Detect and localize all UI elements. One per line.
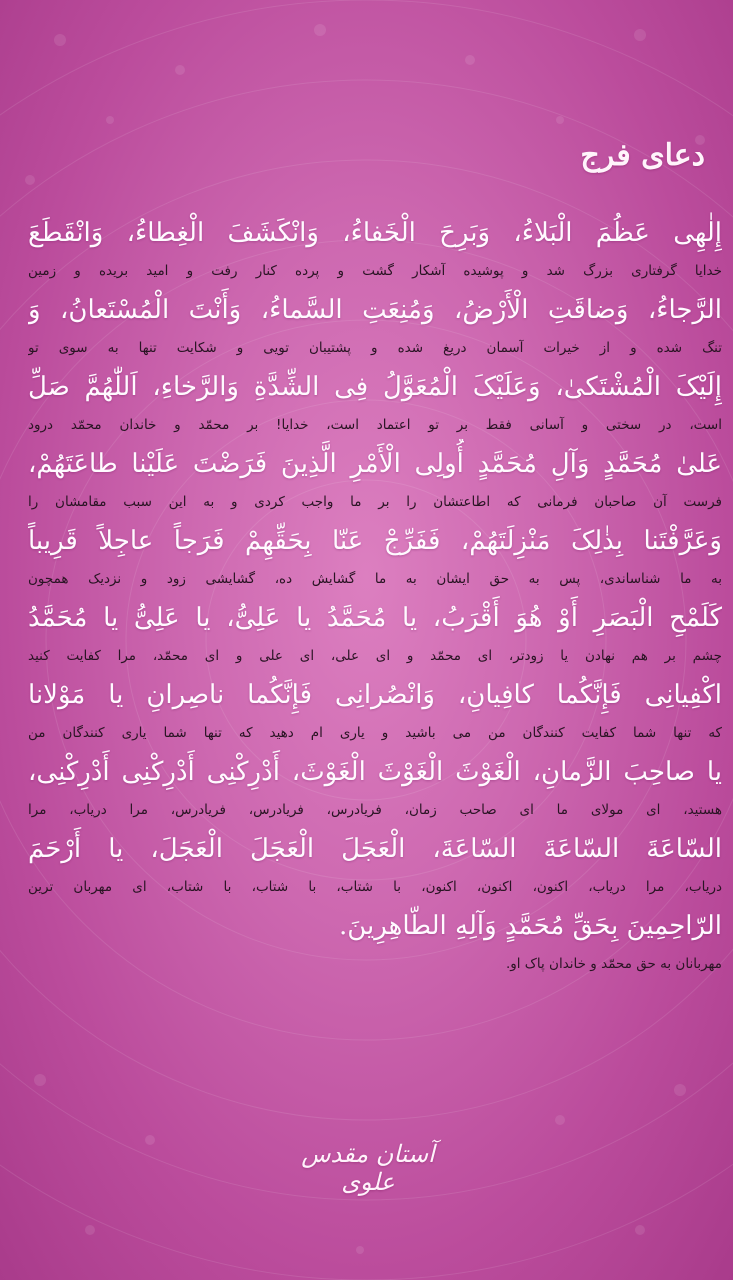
shrine-logo: آستان مقدس علوی xyxy=(301,1140,435,1196)
persian-translation-line: چشم بر هم نهادن یا زودتر، ای محمّد و ای علی، ای علی و ای محمّد، مرا کفایت کنید xyxy=(28,648,722,664)
persian-translation-line: که تنها شما کفایت کنندگان من می باشید و یاری ام دهید که تنها شما یاری کنندگان من xyxy=(28,725,722,741)
arabic-line: وَعَرَّفْتَنا بِذٰلِکَ مَنْزِلَتَهُمْ، فَفَرِّجْ عَنّا بِحَقِّهِمْ فَرَجاً عاجِلاً قَرِیباً xyxy=(28,526,722,556)
persian-translation-line: به ما شناساندی، پس به حق ایشان به ما گشایش ده، گشایشی زود و نزدیک همچون xyxy=(28,571,722,587)
persian-translation-line: هستید، ای مولای ما ای صاحب زمان، فریادرس، فریادرس، فریادرس، مرا دریاب، مرا xyxy=(28,802,722,818)
arabic-line: اکْفِیانِی فَإِنَّکُما کافِیانِ، وَانْصُرانِی فَإِنَّکُما ناصِرانِ یا مَوْلانا xyxy=(28,680,722,710)
prayer-text xyxy=(28,208,722,978)
arabic-line: کَلَمْحِ الْبَصَرِ أَوْ هُوَ أَقْرَبُ، یا مُحَمَّدُ یا عَلِیُّ، یا عَلِیُّ یا مُحَمَّدُ xyxy=(28,603,722,633)
arabic-line: الرَّجاءُ، وَضاقَتِ الْأَرْضُ، وَمُنِعَتِ السَّماءُ، وَأَنْتَ الْمُسْتَعانُ، وَ xyxy=(28,295,722,325)
arabic-line: یا صاحِبَ الزَّمانِ، الْغَوْثَ الْغَوْثَ الْغَوْثَ، أَدْرِکْنِی أَدْرِکْنِی أَدْرِکْنِی، xyxy=(28,757,722,787)
arabic-line: السّاعَةَ السّاعَةَ السّاعَةَ، الْعَجَلَ الْعَجَلَ الْعَجَلَ، یا أَرْحَمَ xyxy=(28,834,722,864)
persian-translation-line: است، در سختی و آسانی فقط بر تو اعتماد است، خدایا! بر محمّد و خاندان محمّد درود xyxy=(28,417,722,433)
persian-translation-line: دریاب، مرا دریاب، اکنون، اکنون، اکنون، با شتاب، با شتاب، با شتاب، ای مهربان ترین xyxy=(28,879,722,895)
arabic-line: إِلَیْکَ الْمُشْتَکیٰ، وَعَلَیْکَ الْمُعَوَّلُ فِی الشِّدَّةِ وَالرَّخاءِ، اَللّٰهُمَّ صَلِّ xyxy=(28,372,722,402)
persian-translation-line: خدایا گرفتاری بزرگ شد و پوشیده آشکار گشت و پرده کنار رفت و امید بریده و زمین xyxy=(28,263,722,279)
arabic-line: عَلیٰ مُحَمَّدٍ وَآلِ مُحَمَّدٍ أُولِی الْأَمْرِ الَّذِینَ فَرَضْتَ عَلَیْنا طاعَتَهُمْ، xyxy=(28,449,722,479)
arabic-line: إِلٰهِی عَظُمَ الْبَلاءُ، وَبَرِحَ الْخَفاءُ، وَانْکَشَفَ الْغِطاءُ، وَانْقَطَعَ xyxy=(28,218,722,248)
persian-translation-line: مهربانان به حق محمّد و خاندان پاک او. xyxy=(505,956,722,972)
arabic-line: الرّاحِمِینَ بِحَقِّ مُحَمَّدٍ وَآلِهِ الطّاهِرِینَ. xyxy=(339,911,722,941)
persian-translation-line: تنگ شده و از خیرات آسمان دریغ شده و پشتیبان تویی و شکایت تنها به سوی تو xyxy=(28,340,722,356)
page-title: دعای فرج xyxy=(580,138,705,173)
persian-translation-line: فرست آن صاحبان فرمانی که اطاعتشان را بر ما واجب کردی و به این سبب مقامشان را xyxy=(28,494,722,510)
